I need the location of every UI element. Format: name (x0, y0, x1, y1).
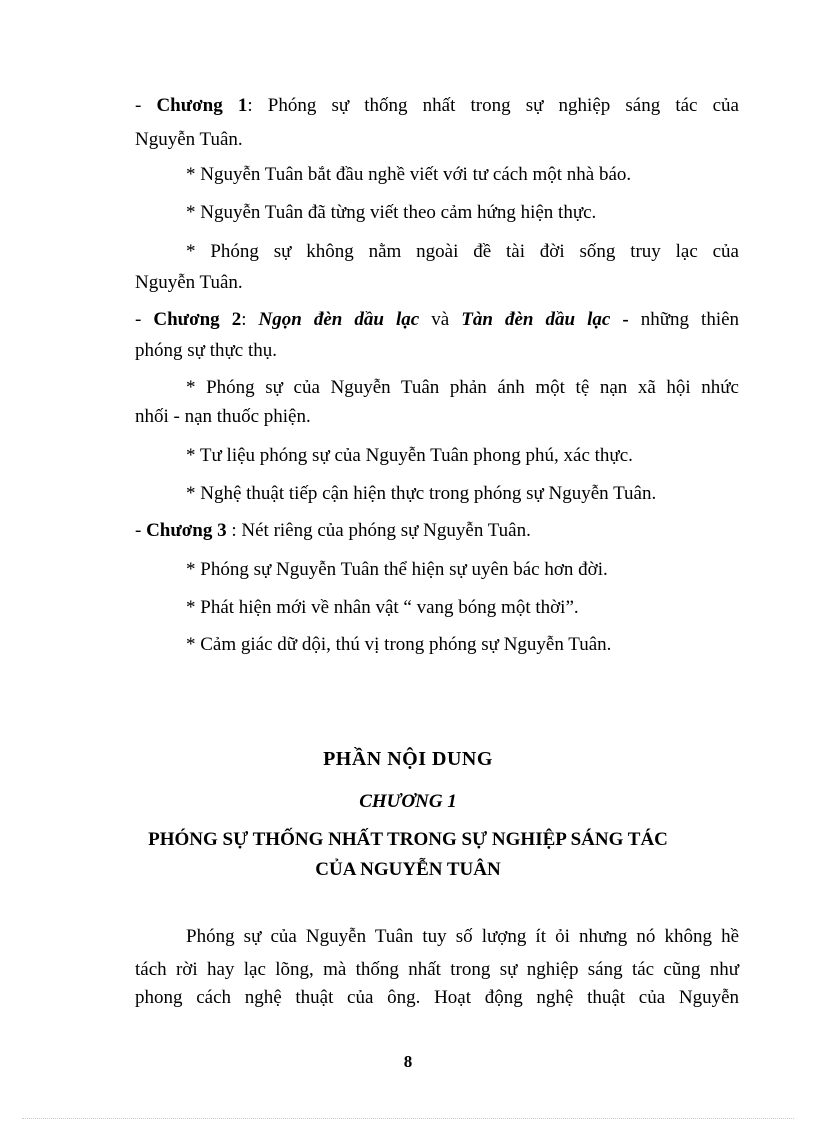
outline-ch3-line (135, 519, 531, 543)
body-paragraph-line2: tách rời hay lạc lõng, mà thống nhất trong sự nghiệp sáng tác cũng như (135, 959, 739, 980)
page-bottom-divider (22, 1118, 794, 1119)
outline-ch2-item1-line1: * Phóng sự của Nguyễn Tuân phản ánh một tệ nạn xã hội nhức (186, 377, 739, 398)
outline-ch2-work1: Ngọn đèn dầu lạc (258, 309, 420, 330)
outline-ch2-item: * Tư liệu phóng sự của Nguyễn Tuân phong phú, xác thực. (186, 445, 633, 466)
outline-ch1-line1 (135, 94, 739, 118)
outline-ch3-item: * Phát hiện mới về nhân vật “ vang bóng một thời”. (186, 597, 579, 618)
outline-ch2-colon: : (241, 309, 259, 330)
outline-ch2-and: và (419, 309, 462, 330)
outline-ch1-item3-line1: * Phóng sự không nằm ngoài đề tài đời sống truy lạc của (186, 241, 739, 262)
outline-ch3-item: * Phóng sự Nguyễn Tuân thể hiện sự uyên bác hơn đời. (186, 559, 608, 580)
outline-ch2-item: * Nghệ thuật tiếp cận hiện thực trong phóng sự Nguyễn Tuân. (186, 483, 657, 504)
outline-ch1-text: : Phóng sự thống nhất trong sự nghiệp sáng tác của (247, 95, 739, 116)
outline-ch1-line2: Nguyễn Tuân. (135, 129, 243, 150)
chapter-heading-line2: CỦA NGUYỄN TUÂN (315, 859, 501, 880)
chapter-title: CHƯƠNG 1 (359, 791, 457, 812)
outline-ch3-text: : Nét riêng của phóng sự Nguyễn Tuân. (226, 520, 531, 541)
body-paragraph-line1: Phóng sự của Nguyễn Tuân tuy số lượng ít ỏi nhưng nó không hề (186, 926, 739, 947)
chapter-heading-line1: PHÓNG SỰ THỐNG NHẤT TRONG SỰ NGHIỆP SÁNG TÁC (148, 829, 668, 850)
outline-ch1-item3-line2: Nguyễn Tuân. (135, 272, 243, 293)
outline-ch2-dash: - (610, 309, 641, 330)
part-title: PHẦN NỘI DUNG (323, 748, 493, 770)
outline-ch3-item: * Cảm giác dữ dội, thú vị trong phóng sự Nguyễn Tuân. (186, 634, 612, 655)
outline-ch3-label: Chương 3 (146, 520, 227, 541)
outline-ch2-line1 (135, 308, 739, 332)
outline-ch2-line2: phóng sự thực thụ. (135, 340, 277, 361)
body-paragraph-line3: phong cách nghệ thuật của ông. Hoạt động nghệ thuật của Nguyễn (135, 987, 739, 1008)
outline-ch1-item: * Nguyễn Tuân đã từng viết theo cảm hứng hiện thực. (186, 202, 597, 223)
outline-ch1-label: Chương 1 (156, 95, 248, 116)
outline-ch2-item1-line2: nhối - nạn thuốc phiện. (135, 406, 311, 427)
outline-ch3-prefix: - (135, 520, 147, 541)
outline-ch2-rest: những thiên (640, 309, 740, 330)
outline-ch1-item: * Nguyễn Tuân bắt đầu nghề viết với tư cách một nhà báo. (186, 164, 632, 185)
outline-ch2-label: Chương 2 (153, 309, 242, 330)
page-number: 8 (403, 1052, 413, 1071)
outline-ch2-prefix: - (135, 309, 154, 330)
outline-ch1-prefix: - (135, 95, 157, 116)
outline-ch2-work2: Tàn đèn dầu lạc (461, 309, 611, 330)
